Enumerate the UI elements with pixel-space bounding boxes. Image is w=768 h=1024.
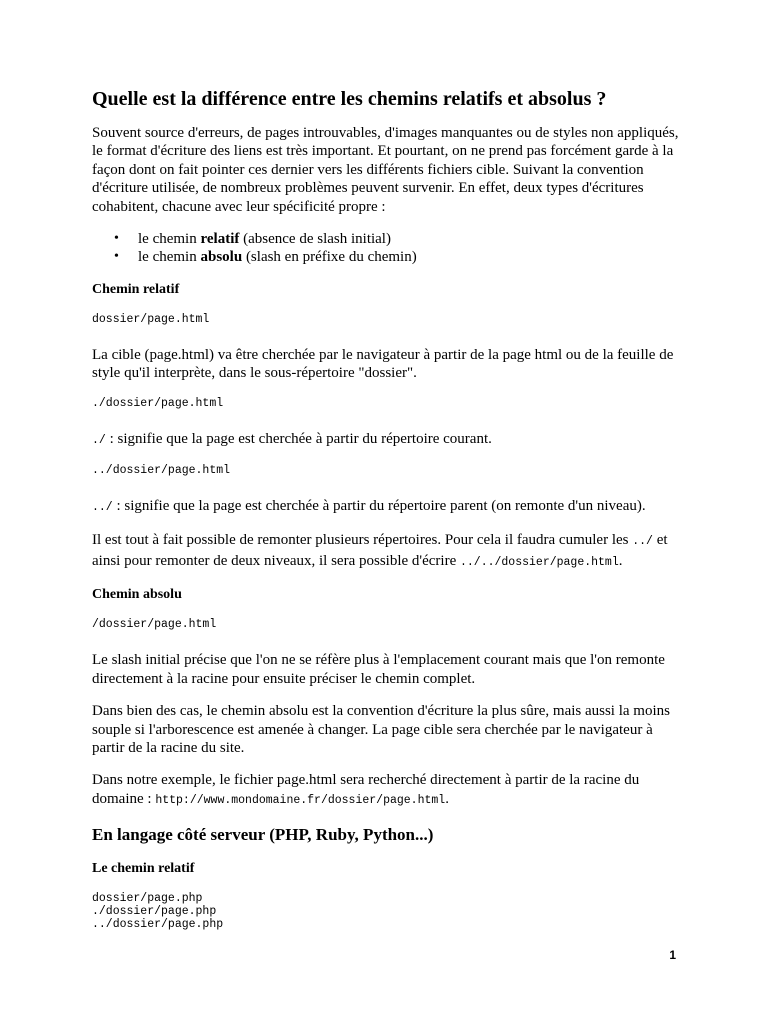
paragraph: Dans bien des cas, le chemin absolu est la convention d'écriture la plus sûre, mais aussi la moins souple si l'arborescence est amenée à changer. La page cible sera cherchée par le navigateur à partir de la racine du site. xyxy=(92,703,670,756)
paragraph: Il est tout à fait possible de remonter plusieurs répertoires. Pour cela il faudra cumuler les ../ et ainsi pour remonter de deux niveaux, il sera possible d'écrire ../../dossier/page.html. xyxy=(92,532,668,569)
document-page xyxy=(92,86,682,931)
list-item: • le chemin relatif (absence de slash initial) xyxy=(138,230,682,248)
code-example: dossier/page.html xyxy=(92,312,210,326)
subsection-heading: Le chemin relatif xyxy=(92,861,195,877)
path-types-list xyxy=(92,230,682,267)
section-heading-relatif: Chemin relatif xyxy=(92,281,180,297)
list-item: • le chemin absolu (slash en préfixe du chemin) xyxy=(138,248,682,266)
code-line: ../dossier/page.php xyxy=(92,918,224,932)
paragraph: Le slash initial précise que l'on ne se réfère plus à l'emplacement courant mais que l'on remonte directement à la racine pour ensuite préciser le chemin complet. xyxy=(92,652,665,687)
paragraph: ./ : signifie que la page est cherchée à partir du répertoire courant. xyxy=(92,430,492,447)
section-heading-absolu: Chemin absolu xyxy=(92,587,182,603)
code-block xyxy=(92,892,682,931)
code-example: ./dossier/page.html xyxy=(92,396,224,410)
section-heading-serveur: En langage côté serveur (PHP, Ruby, Python...) xyxy=(92,825,434,845)
paragraph: ../ : signifie que la page est cherchée à partir du répertoire parent (on remonte d'un niveau). xyxy=(92,498,646,515)
intro-paragraph: Souvent source d'erreurs, de pages introuvables, d'images manquantes ou de styles non appliqués, le format d'écriture des liens est très important. Et pourtant, on ne prend pas forcément garde à la façon dont on fait pointer ces dernier vers les différents fichiers cible. Suivant la convention d'écriture utilisée, de nombreux problèmes peuvent survenir. En effet, deux types d'écritures cohabitent, chacune avec leur spécificité propre : xyxy=(92,125,679,215)
paragraph: La cible (page.html) va être cherchée par le navigateur à partir de la page html ou de la feuille de style qu'il interprète, dans le sous-répertoire "dossier". xyxy=(92,346,674,382)
page-title: Quelle est la différence entre les chemins relatifs et absolus ? xyxy=(92,88,607,110)
code-line: ./dossier/page.php xyxy=(92,905,217,919)
paragraph: Dans notre exemple, le fichier page.html sera recherché directement à partir de la racine du domaine : http://www.mondomaine.fr/dossier/page.html. xyxy=(92,772,640,807)
code-example: ../dossier/page.html xyxy=(92,464,231,478)
page-number: 1 xyxy=(669,948,676,962)
code-line: dossier/page.php xyxy=(92,892,203,906)
code-example: /dossier/page.html xyxy=(92,618,217,632)
